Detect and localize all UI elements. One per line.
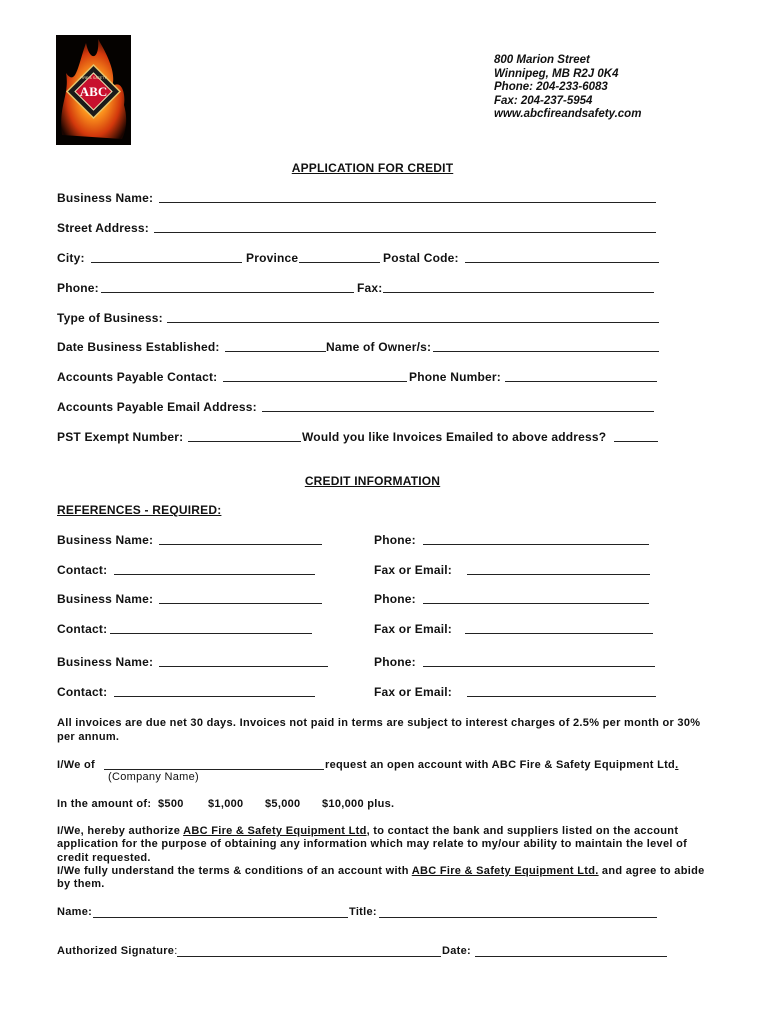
ref3-contact-field[interactable] [114,696,315,697]
terms-line-2: per annum. [57,731,120,743]
signer-name-label: Name: [57,906,93,918]
amount-option-1000[interactable]: $1,000 [208,798,244,810]
ref1-contact-field[interactable] [114,574,315,575]
province-field[interactable] [299,262,380,263]
ref3-contact-label: Contact: [57,685,108,699]
type-of-business-label: Type of Business: [57,311,163,325]
understand-pre: I/We fully understand the terms & conditions of an account with [57,865,412,877]
fax-field[interactable] [383,292,654,293]
ref3-business-name-label: Business Name: [57,655,154,669]
company-website: www.abcfireandsafety.com [494,108,642,120]
request-account-text [325,759,678,771]
ap-email-label: Accounts Payable Email Address: [57,400,257,414]
terms-line-1: All invoices are due net 30 days. Invoices not paid in terms are subject to interest charges of 2.5% per month or 30% [57,717,701,729]
phone-number-label: Phone Number: [409,370,501,384]
owner-name-label: Name of Owner/s: [326,340,432,354]
postal-code-label: Postal Code: [383,251,459,265]
authorize-company: ABC Fire & Safety Equipment Ltd [183,825,367,837]
address-line-2: Winnipeg, MB R2J 0K4 [494,67,619,80]
authorized-signature-text: Authorized Signature [57,945,175,957]
type-of-business-field[interactable] [167,322,659,323]
business-name-field[interactable] [159,202,656,203]
ref1-fax-email-field[interactable] [467,574,650,575]
authorize-pre: I/We, hereby authorize [57,825,184,837]
understand-post: and agree to abide [598,865,705,877]
ref1-phone-label: Phone: [374,533,416,547]
postal-code-field[interactable] [465,262,659,263]
street-address-field[interactable] [154,232,656,233]
signer-title-label: Title: [349,906,377,918]
company-name-hint: (Company Name) [108,771,200,783]
iwe-label: I/We of [57,759,95,771]
company-phone: Phone: 204-233-6083 [494,81,608,93]
ap-email-field[interactable] [262,411,654,412]
understand-company: ABC Fire & Safety Equipment Ltd. [411,865,599,877]
authorize-line-3: credit requested. [57,852,151,864]
ref3-fax-email-label: Fax or Email: [374,685,452,699]
date-label: Date: [442,945,472,957]
address-line-1: 800 Marion Street [494,54,590,66]
authorize-line-2: application for the purpose of obtaining any information which may relate to my/our ability to maintain the level of [57,838,688,850]
logo-text: ABC [79,84,108,99]
company-name-field[interactable] [104,769,324,770]
ref3-business-name-field[interactable] [159,666,328,667]
ref1-contact-label: Contact: [57,563,108,577]
amount-option-500[interactable]: $500 [158,798,184,810]
ref3-phone-field[interactable] [423,666,655,667]
ref1-fax-email-label: Fax or Email: [374,563,452,577]
authorized-signature-field[interactable] [177,956,441,957]
owner-name-field[interactable] [433,351,659,352]
phone-number-field[interactable] [505,381,657,382]
city-field[interactable] [91,262,242,263]
ref2-phone-label: Phone: [374,592,416,606]
ref2-contact-field[interactable] [110,633,312,634]
invoice-email-question: Would you like Invoices Emailed to above address? [302,430,607,444]
authorized-signature-colon: : [174,945,178,957]
date-field[interactable] [475,956,667,957]
abc-fire-safety-logo [56,35,131,145]
request-account-period: . [675,759,679,771]
ref2-phone-field[interactable] [423,603,649,604]
province-label: Province [246,251,299,265]
phone-label: Phone: [57,281,99,295]
ref2-fax-email-label: Fax or Email: [374,622,452,636]
page-title: APPLICATION FOR CREDIT [291,161,454,175]
city-label: City: [57,251,85,265]
ref3-fax-email-field[interactable] [467,696,656,697]
fax-label: Fax: [357,281,383,295]
credit-information-title: CREDIT INFORMATION [304,474,441,488]
references-title: REFERENCES - REQUIRED: [57,503,222,517]
authorize-line-1 [57,825,678,837]
company-fax: Fax: 204-237-5954 [494,94,593,107]
amount-option-10000-plus[interactable]: $10,000 plus. [322,798,395,810]
street-address-label: Street Address: [57,221,149,235]
ref2-business-name-label: Business Name: [57,592,154,606]
understand-line-1 [57,865,705,877]
company-address [494,54,641,122]
ref1-business-name-label: Business Name: [57,533,154,547]
pst-exempt-field[interactable] [188,441,301,442]
amount-option-5000[interactable]: $5,000 [265,798,301,810]
ref2-contact-label: Contact: [57,622,108,636]
authorize-post: , to contact the bank and suppliers listed on the account [366,825,679,837]
ref2-business-name-field[interactable] [159,603,322,604]
authorized-signature-label [57,945,178,957]
signer-name-field[interactable] [93,917,348,918]
phone-field[interactable] [101,292,354,293]
pst-exempt-label: PST Exempt Number: [57,430,184,444]
ap-contact-label: Accounts Payable Contact: [57,370,218,384]
date-established-field[interactable] [225,351,326,352]
ap-contact-field[interactable] [223,381,407,382]
date-established-label: Date Business Established: [57,340,220,354]
business-name-label: Business Name: [57,191,154,205]
request-account-main: request an open account with ABC Fire & Safety Equipment Ltd [325,759,676,771]
invoice-email-answer-field[interactable] [614,441,658,442]
ref2-fax-email-field[interactable] [465,633,653,634]
ref1-phone-field[interactable] [423,544,649,545]
amount-label: In the amount of: [57,798,152,810]
understand-line-2: by them. [57,878,105,890]
signer-title-field[interactable] [379,917,657,918]
ref3-phone-label: Phone: [374,655,416,669]
ref1-business-name-field[interactable] [159,544,322,545]
logo-ring-text: FIRE & SAFETY [80,76,107,80]
